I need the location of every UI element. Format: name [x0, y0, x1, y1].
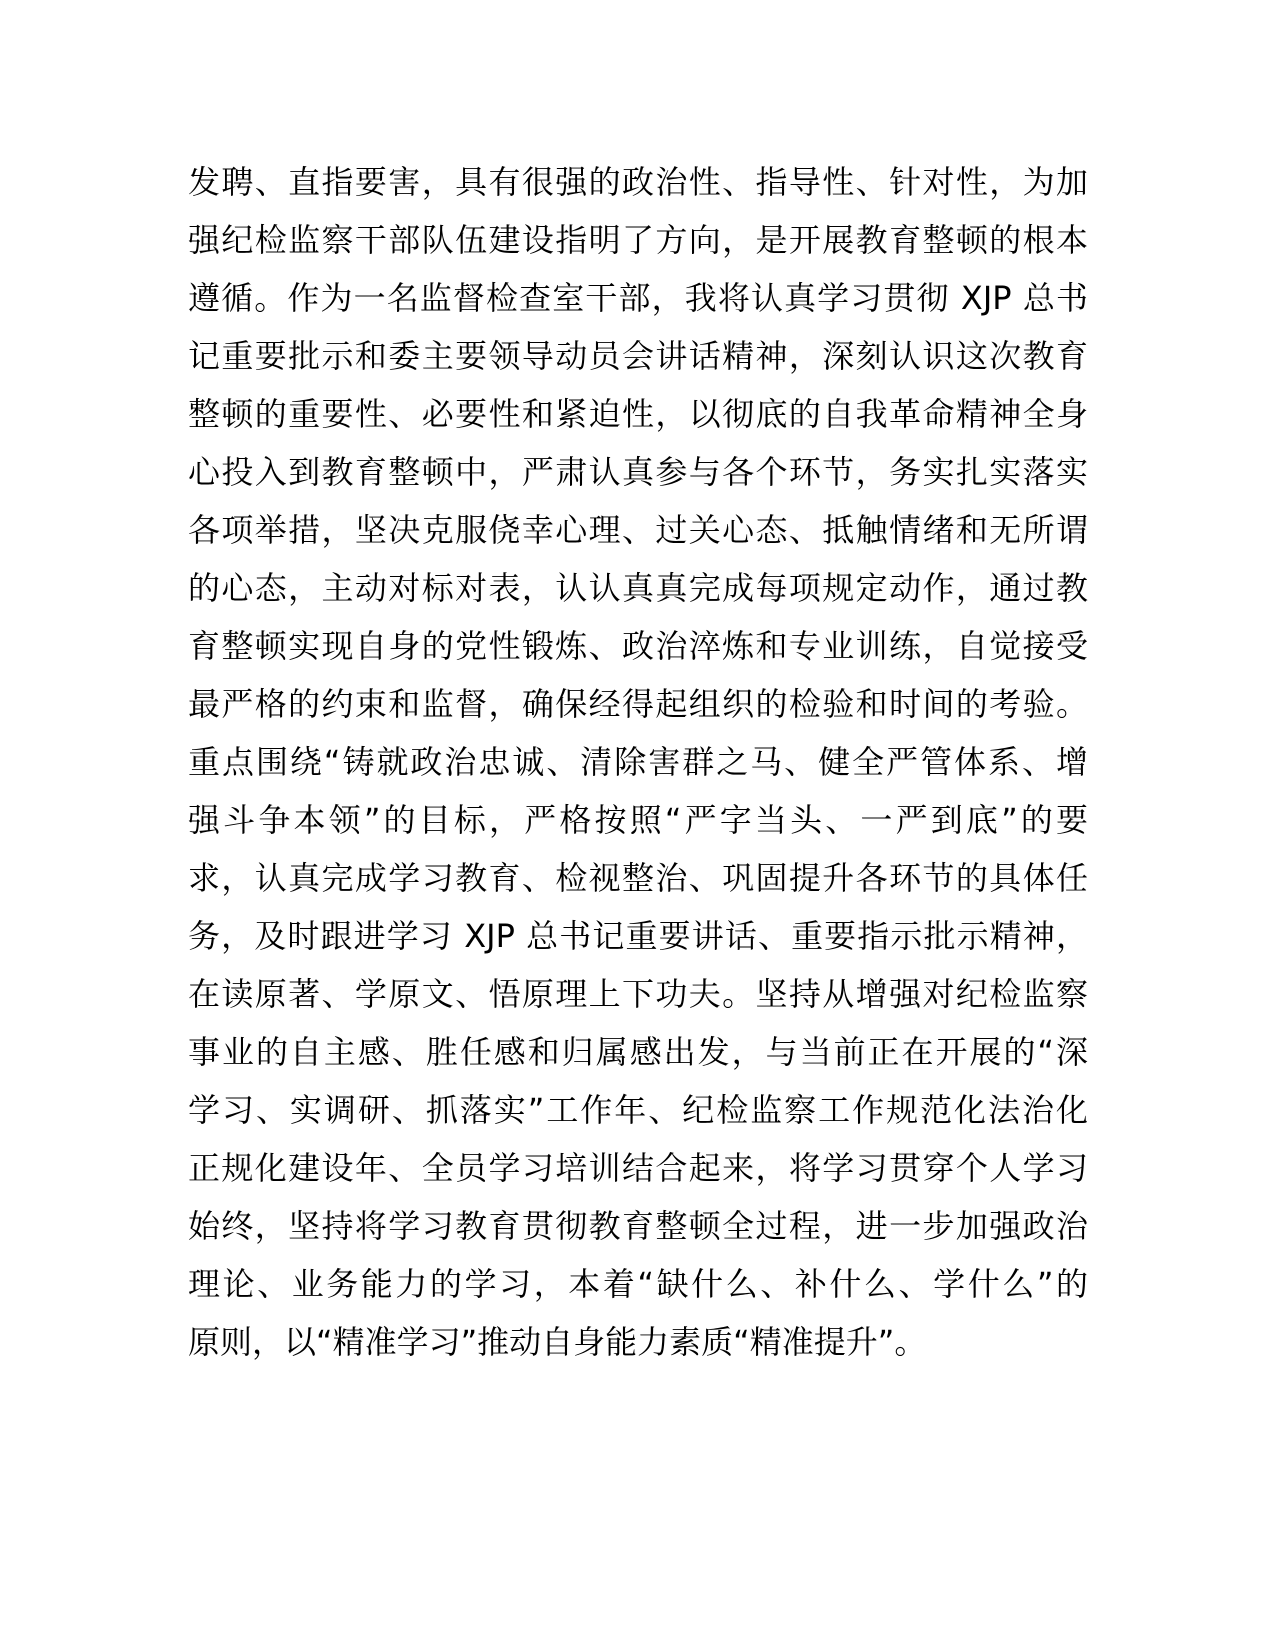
text-line: 始终，坚持将学习教育贯彻教育整顿全过程，进一步加强政治: [188, 1207, 1088, 1245]
text-line: 心投入到教育整顿中，严肃认真参与各个环节，务实扎实落实: [188, 453, 1088, 491]
body-paragraph: [188, 153, 1088, 1371]
text-line: 事业的自主感、胜任感和归属感出发，与当前正在开展的“深: [188, 1033, 1088, 1071]
text-line: 遵循。作为一名监督检查室干部，我将认真学习贯彻 XJP 总书: [188, 279, 1088, 317]
text-line: 各项举措，坚决克服侥幸心理、过关心态、抵触情绪和无所谓: [188, 511, 1088, 549]
text-line: 理论、业务能力的学习，本着“缺什么、补什么、学什么”的: [188, 1265, 1088, 1303]
text-line: 在读原著、学原文、悟原理上下功夫。坚持从增强对纪检监察: [188, 975, 1088, 1013]
text-line: 最严格的约束和监督，确保经得起组织的检验和时间的考验。: [188, 685, 1088, 723]
text-line: 求，认真完成学习教育、检视整治、巩固提升各环节的具体任: [188, 859, 1088, 897]
text-line: 强斗争本领”的目标，严格按照“严字当头、一严到底”的要: [188, 801, 1088, 839]
text-line: 整顿的重要性、必要性和紧迫性，以彻底的自我革命精神全身: [188, 395, 1088, 433]
text-line: 务，及时跟进学习 XJP 总书记重要讲话、重要指示批示精神，: [188, 917, 1088, 955]
text-line: 学习、实调研、抓落实”工作年、纪检监察工作规范化法治化: [188, 1091, 1088, 1129]
text-line: 的心态，主动对标对表，认认真真完成每项规定动作，通过教: [188, 569, 1088, 607]
text-line: 正规化建设年、全员学习培训结合起来，将学习贯穿个人学习: [188, 1149, 1088, 1187]
text-line: 育整顿实现自身的党性锻炼、政治淬炼和专业训练，自觉接受: [188, 627, 1088, 665]
text-line: 发聘、直指要害，具有很强的政治性、指导性、针对性，为加: [188, 163, 1088, 201]
text-line: 原则，以“精准学习”推动自身能力素质“精准提升”。: [188, 1323, 927, 1361]
text-line: 记重要批示和委主要领导动员会讲话精神，深刻认识这次教育: [188, 337, 1088, 375]
text-line: 强纪检监察干部队伍建设指明了方向，是开展教育整顿的根本: [188, 221, 1088, 259]
text-line: 重点围绕“铸就政治忠诚、清除害群之马、健全严管体系、增: [188, 743, 1088, 781]
